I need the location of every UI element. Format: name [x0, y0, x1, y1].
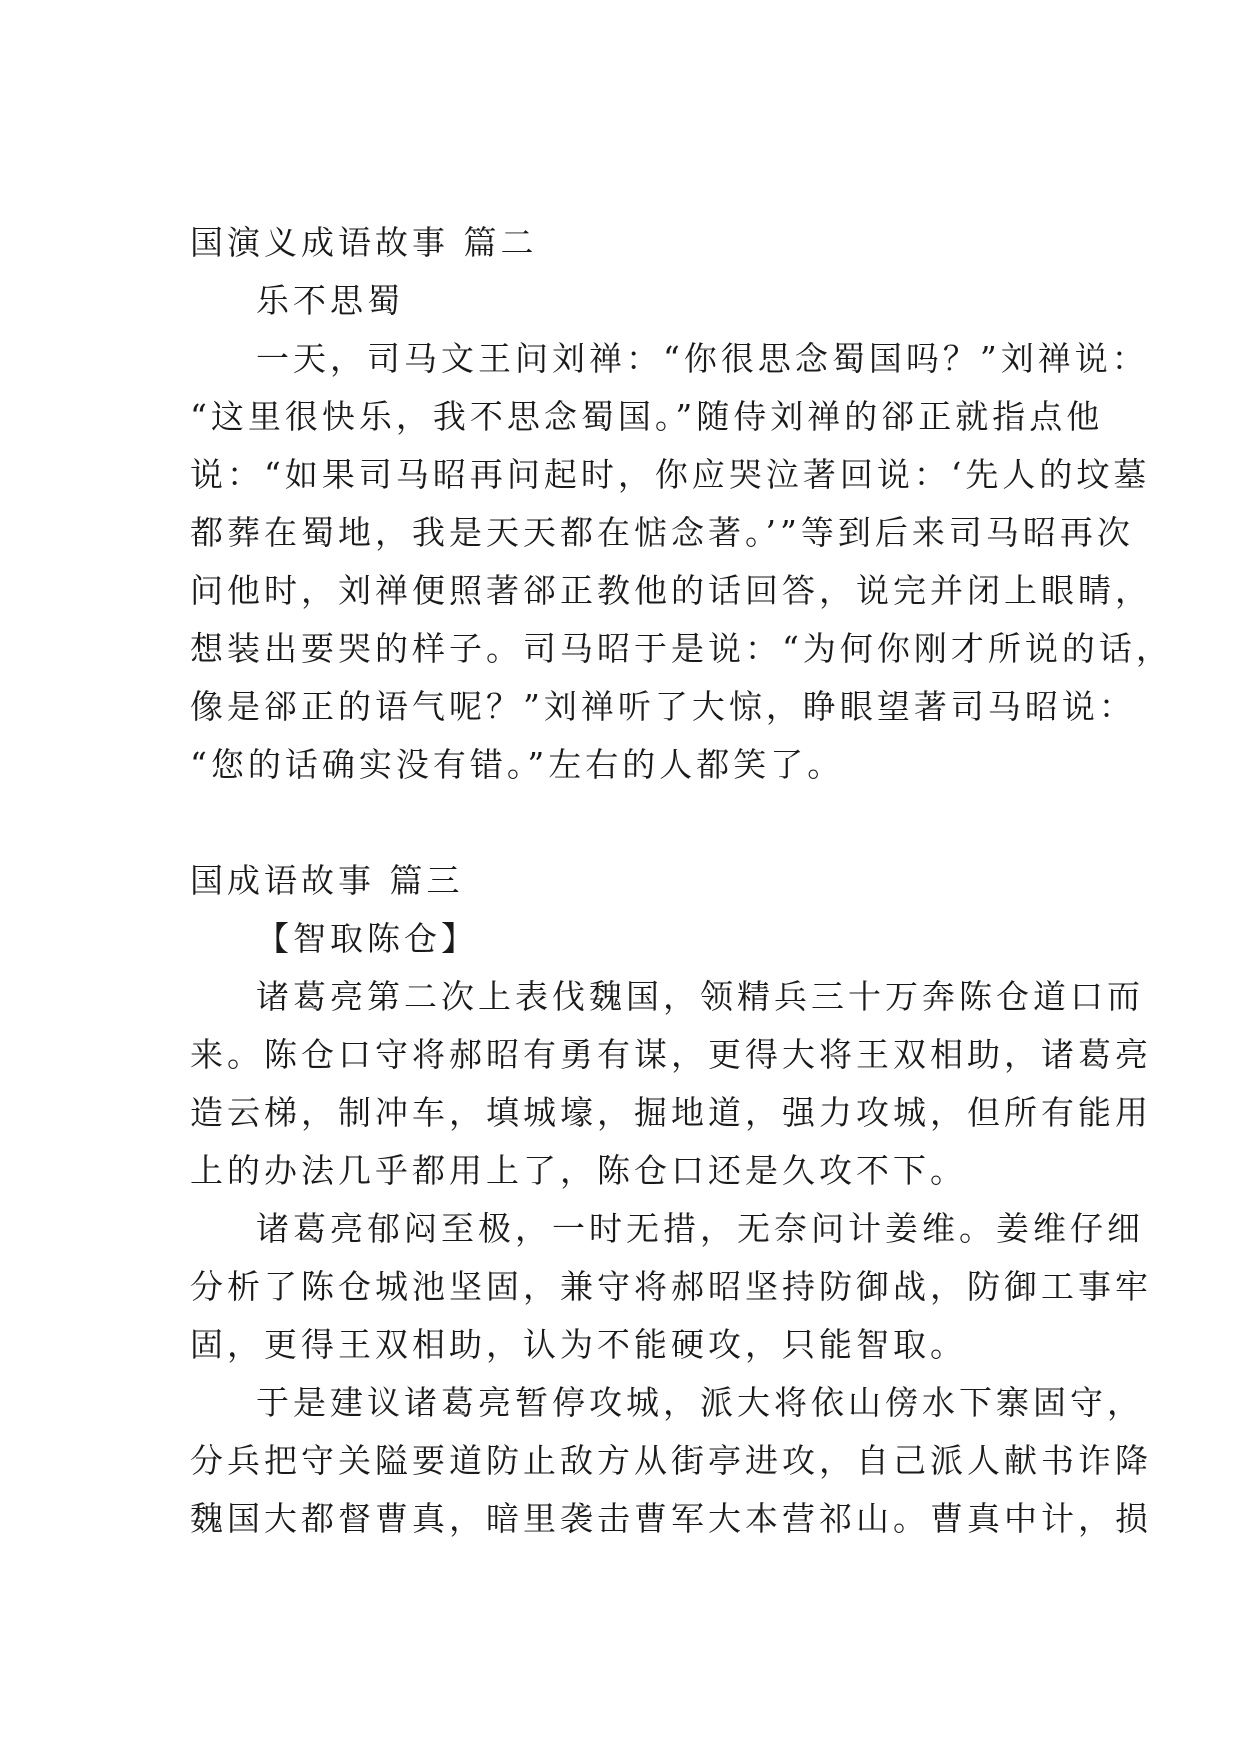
paragraph-line: 上的办法几乎都用上了，陈仓口还是久攻不下。	[190, 1151, 967, 1190]
paragraph-line: 于是建议诸葛亮暂停攻城，派大将依山傍水下寨固守，	[256, 1383, 1144, 1422]
paragraph-line: 魏国大都督曹真，暗里袭击曹军大本营祁山。曹真中计，损	[190, 1499, 1152, 1538]
paragraph-line: 分兵把守关隘要道防止敌方从街亭进攻，自己派人献书诈降	[190, 1441, 1152, 1480]
paragraph-line: “这里很快乐，我不思念蜀国。”随侍刘禅的郤正就指点他	[190, 397, 1104, 436]
paragraph-line: 说：“如果司马昭再问起时，你应哭泣著回说：‘先人的坟墓	[190, 455, 1151, 494]
story-title: 乐不思蜀	[256, 281, 404, 320]
paragraph-line: 都葬在蜀地，我是天天都在惦念著。’”等到后来司马昭再次	[190, 513, 1134, 552]
paragraph-line: 想装出要哭的样子。司马昭于是说：“为何你刚才所说的话，	[190, 629, 1173, 668]
section-heading: 国成语故事 篇三	[190, 861, 464, 900]
paragraph-line: 造云梯，制冲车，填城壕，掘地道，强力攻城，但所有能用	[190, 1093, 1152, 1132]
paragraph-line: 像是郤正的语气呢？”刘禅听了大惊，睁眼望著司马昭说：	[190, 687, 1136, 726]
paragraph-line: 固，更得王双相助，认为不能硬攻，只能智取。	[190, 1325, 967, 1364]
story-title: 【智取陈仓】	[256, 919, 478, 958]
paragraph-line: “您的话确实没有错。”左右的人都笑了。	[190, 745, 845, 784]
paragraph-line: 一天，司马文王问刘禅：“你很思念蜀国吗？”刘禅说：	[256, 339, 1149, 378]
paragraph-line: 诸葛亮第二次上表伐魏国，领精兵三十万奔陈仓道口而	[256, 977, 1144, 1016]
paragraph-line: 来。陈仓口守将郝昭有勇有谋，更得大将王双相助，诸葛亮	[190, 1035, 1152, 1074]
paragraph-line: 诸葛亮郁闷至极，一时无措，无奈问计姜维。姜维仔细	[256, 1209, 1144, 1248]
section-heading: 国演义成语故事 篇二	[190, 223, 538, 262]
paragraph-line: 问他时，刘禅便照著郤正教他的话回答，说完并闭上眼睛，	[190, 571, 1152, 610]
paragraph-line: 分析了陈仓城池坚固，兼守将郝昭坚持防御战，防御工事牢	[190, 1267, 1152, 1306]
